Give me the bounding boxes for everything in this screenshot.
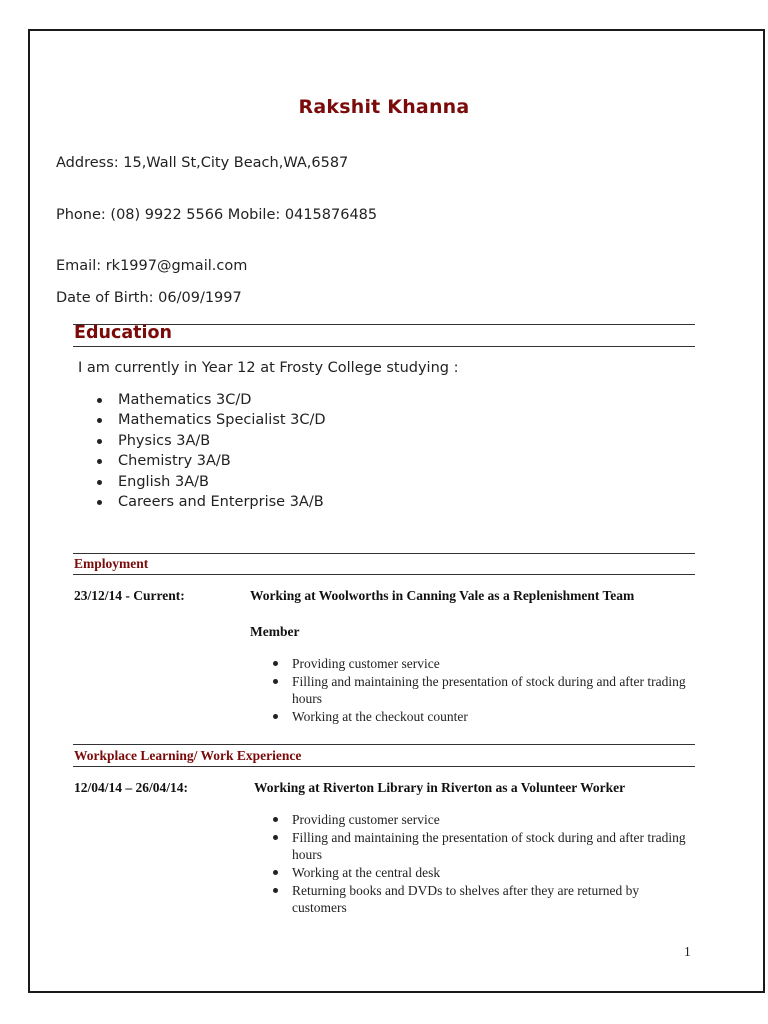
list-item: Filling and maintaining the presentation of stock during and after trading hours: [270, 673, 690, 707]
subject-list: [96, 390, 326, 512]
education-intro: I am currently in Year 12 at Frosty College studying :: [78, 360, 459, 376]
resume-name: Rakshit Khanna: [298, 96, 470, 118]
employment-bottom-rule: [73, 574, 695, 575]
list-item: Filling and maintaining the presentation of stock during and after trading hours: [270, 829, 690, 863]
experience-duties: [270, 811, 690, 917]
list-item: Working at the checkout counter: [270, 708, 690, 725]
education-heading: Education: [74, 323, 172, 343]
employment-date: 23/12/14 - Current:: [74, 588, 185, 603]
list-item: English 3A/B: [96, 472, 326, 492]
page-number: 1: [684, 944, 691, 959]
experience-title: Working at Riverton Library in Riverton as a Volunteer Worker: [254, 780, 626, 795]
list-item: Careers and Enterprise 3A/B: [96, 492, 326, 512]
employment-top-rule: [73, 553, 695, 554]
list-item: Mathematics 3C/D: [96, 390, 326, 410]
employment-duties: [270, 655, 690, 726]
experience-date: 12/04/14 – 26/04/14:: [74, 780, 188, 795]
experience-heading: Workplace Learning/ Work Experience: [74, 748, 302, 763]
experience-top-rule: [73, 744, 695, 745]
email-line: Email: rk1997@gmail.com: [56, 258, 248, 274]
list-item: Returning books and DVDs to shelves after they are returned by customers: [270, 882, 690, 916]
employment-title-continued: Member: [250, 624, 300, 639]
list-item: Chemistry 3A/B: [96, 451, 326, 471]
dob-line: Date of Birth: 06/09/1997: [56, 290, 242, 306]
experience-bottom-rule: [73, 766, 695, 767]
list-item: Working at the central desk: [270, 864, 690, 881]
employment-heading: Employment: [74, 556, 149, 571]
phone-line: Phone: (08) 9922 5566 Mobile: 0415876485: [56, 207, 378, 223]
list-item: Physics 3A/B: [96, 431, 326, 451]
list-item: Providing customer service: [270, 811, 690, 828]
list-item: Providing customer service: [270, 655, 690, 672]
list-item: Mathematics Specialist 3C/D: [96, 410, 326, 430]
education-bottom-rule: [73, 346, 695, 347]
employment-title: Working at Woolworths in Canning Vale as a Replenishment Team: [250, 588, 635, 603]
address-line: Address: 15,Wall St,City Beach,WA,6587: [56, 155, 349, 171]
